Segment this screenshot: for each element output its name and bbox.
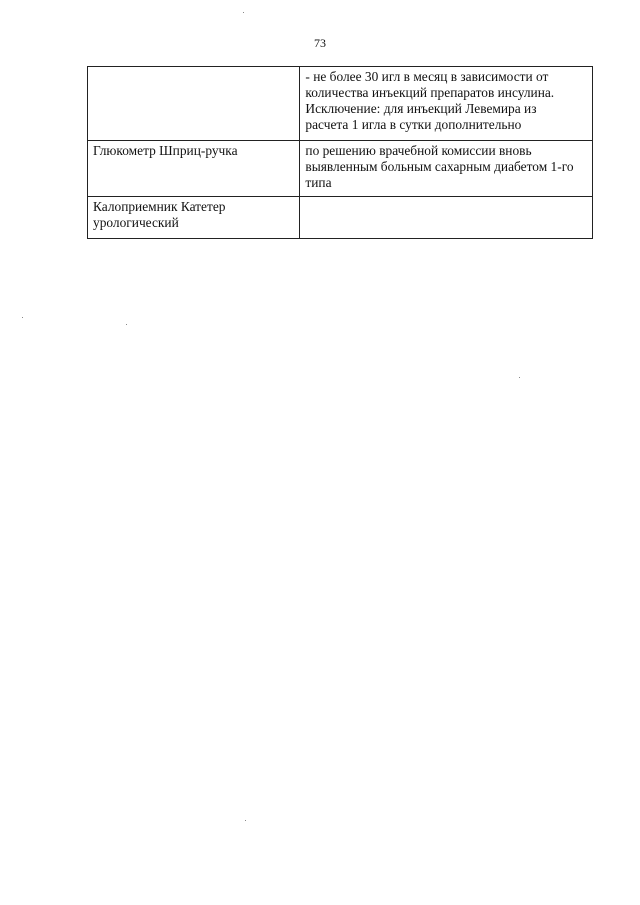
cell-text-line: типа xyxy=(305,175,332,190)
table-cell-condition xyxy=(300,197,593,239)
page-number: 73 xyxy=(314,36,326,50)
cell-text-line: Глюкометр Шприц-ручка xyxy=(93,143,238,158)
cell-text-line: урологический xyxy=(93,215,179,230)
cell-text-line: количества инъекций препаратов инсулина. xyxy=(305,85,555,100)
table-row xyxy=(88,141,593,197)
scan-speck xyxy=(22,317,23,318)
cell-text-line: по решению врачебной комиссии вновь xyxy=(305,143,532,158)
scan-speck xyxy=(519,377,520,378)
table-cell-item xyxy=(88,141,300,197)
scan-speck xyxy=(245,820,246,821)
table-cell-condition xyxy=(300,141,593,197)
cell-text-line: расчета 1 игла в сутки дополнительно xyxy=(305,117,522,132)
scan-speck xyxy=(243,12,244,13)
cell-text-line: Калоприемник Катетер xyxy=(93,199,226,214)
table-cell-condition xyxy=(300,67,593,141)
scan-speck xyxy=(126,324,127,325)
cell-text-line: выявленным больным сахарным диабетом 1-го xyxy=(305,159,574,174)
table-row xyxy=(88,67,593,141)
cell-text-line: Исключение: для инъекций Левемира из xyxy=(305,101,537,116)
table-cell-item xyxy=(88,67,300,141)
supplies-table xyxy=(87,66,593,239)
table-cell-item xyxy=(88,197,300,239)
cell-text-line: - не более 30 игл в месяц в зависимости от xyxy=(305,69,549,84)
table-row xyxy=(88,197,593,239)
